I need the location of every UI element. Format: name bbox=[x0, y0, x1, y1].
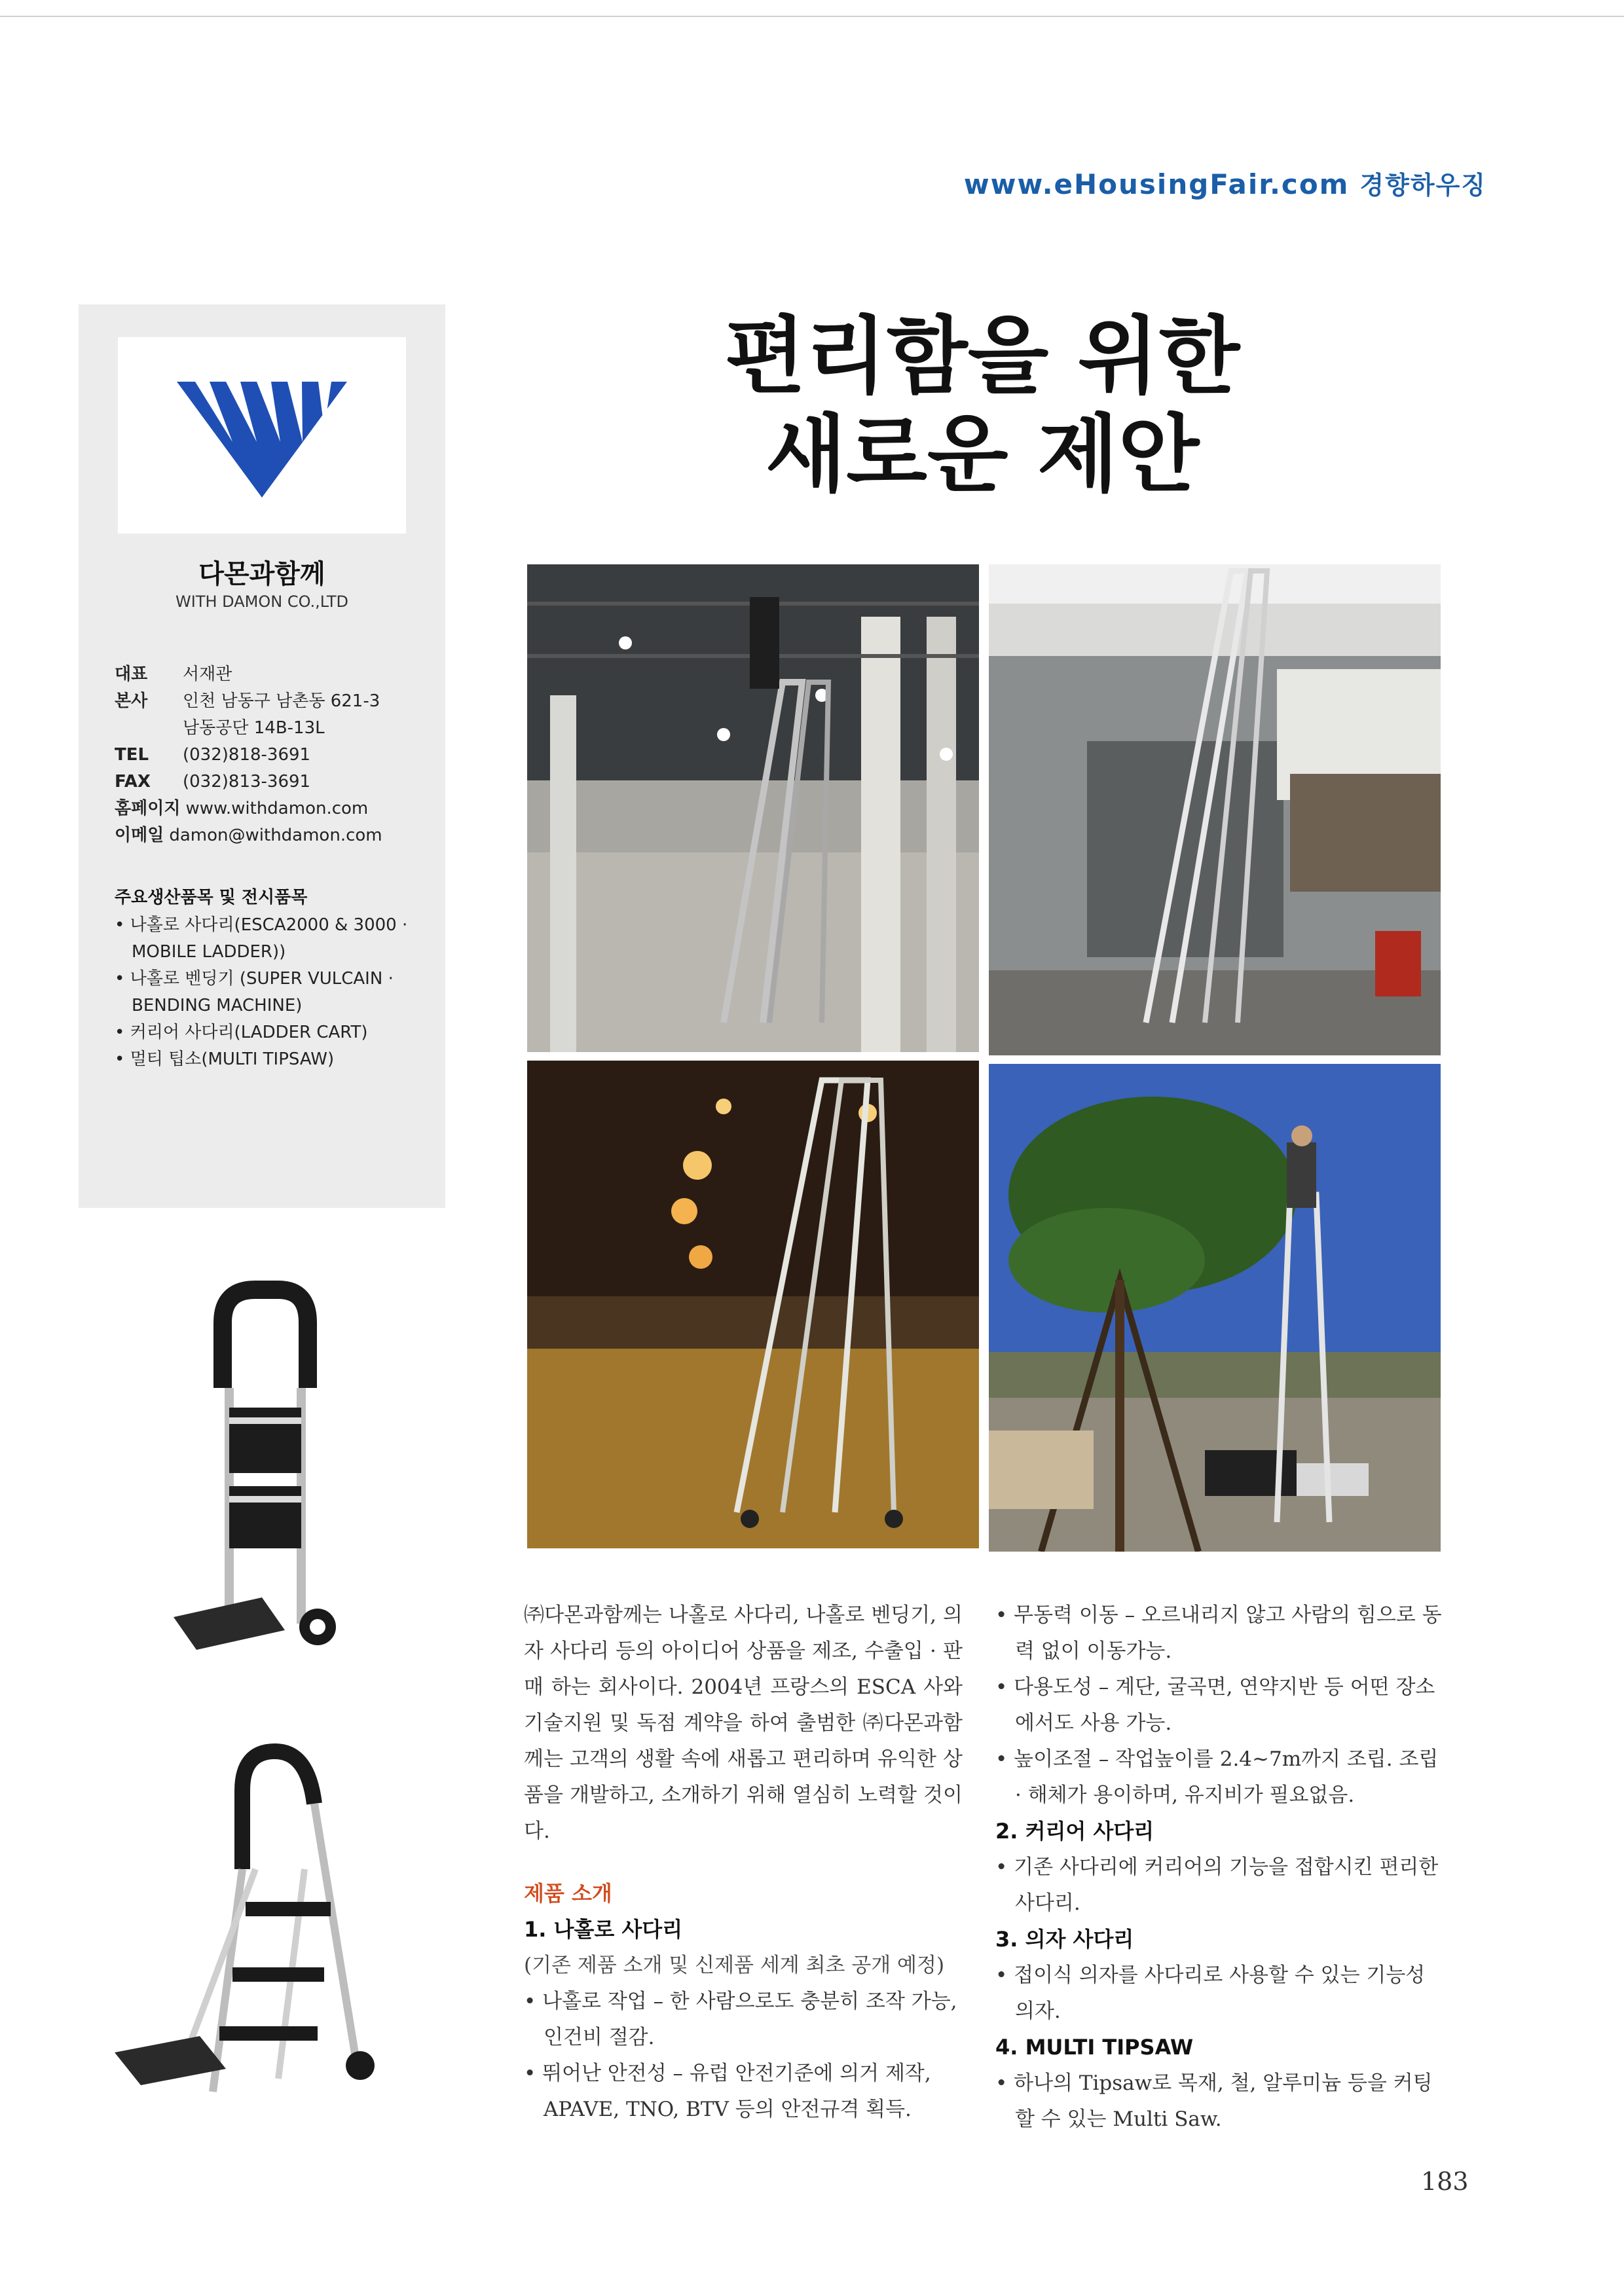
photo-outdoor-building-ladder bbox=[989, 564, 1441, 1055]
bullet-item: • 하나의 Tipsaw로 목재, 철, 알루미늄 등을 커팅할 수 있는 Multi Saw. bbox=[995, 2071, 1433, 2131]
info-label: 본사 bbox=[115, 691, 148, 711]
item-1-note: (기존 제품 소개 및 신제품 세계 최초 공개 예정) bbox=[524, 1954, 945, 1977]
bullet-item: • 다용도성 – 계단, 굴곡면, 연약지반 등 어떤 장소에서도 사용 가능. bbox=[995, 1675, 1435, 1735]
company-sidebar bbox=[79, 304, 445, 1208]
company-name-english: WITH DAMON CO.,LTD bbox=[175, 592, 348, 611]
info-row bbox=[115, 769, 429, 795]
photo-hall-ladder bbox=[527, 1061, 979, 1548]
bullet-item: • 높이조절 – 작업높이를 2.4~7m까지 조립. 조립 · 해체가 용이하며, 유지비가 필요없음. bbox=[995, 1747, 1439, 1807]
site-url: www.eHousingFair.com bbox=[963, 168, 1350, 200]
info-value: damon@withdamon.com bbox=[169, 826, 382, 845]
product-item: • 커리어 사다리(LADDER CART) bbox=[115, 1023, 368, 1042]
info-row bbox=[115, 822, 429, 849]
product-item: • 멀티 팁소(MULTI TIPSAW) bbox=[115, 1049, 335, 1069]
headline-line-2: 새로운 제안 bbox=[765, 406, 1200, 503]
info-row bbox=[115, 688, 429, 715]
product-item: • 나홀로 사다리(ESCA2000 & 3000 · MOBILE LADDER)) bbox=[115, 915, 408, 962]
product-item: • 나홀로 벤딩기 (SUPER VULCAIN · BENDING MACHINE) bbox=[115, 969, 394, 1015]
company-logo-icon bbox=[118, 337, 406, 534]
page-number: 183 bbox=[1421, 2167, 1469, 2196]
info-value: www.withdamon.com bbox=[185, 799, 369, 818]
info-label: 홈페이지 bbox=[115, 799, 181, 818]
info-value: 서재관 bbox=[183, 665, 232, 684]
info-row bbox=[115, 715, 429, 742]
info-value: 인천 남동구 남촌동 621-3 bbox=[183, 691, 380, 711]
bullet-item: • 무동력 이동 – 오르내리지 않고 사람의 힘으로 동력 없이 이동가능. bbox=[995, 1603, 1442, 1663]
site-header bbox=[964, 165, 1486, 201]
item-1-title: 1. 나홀로 사다리 bbox=[524, 1917, 683, 1942]
chair-ladder-image bbox=[108, 1738, 396, 2105]
info-label: TEL bbox=[115, 745, 149, 765]
info-label: 대표 bbox=[115, 665, 148, 684]
magazine-brand: 경향하우징 bbox=[1359, 171, 1486, 200]
info-label: FAX bbox=[115, 772, 151, 792]
headline bbox=[661, 308, 1303, 504]
intro-paragraph: ㈜다몬과함께는 나홀로 사다리, 나홀로 벤딩기, 의자 사다리 등의 아이디어 상품을 제조, 수출입 · 판매 하는 회사이다. 2004년 프랑스의 ESCA 사와 기술지원 및 독점 계약을 하여 출범한 ㈜다몬과함께는 고객의 생활 속에 새롭고 편리하며 유익한 상품을 개발하고, 소개하기 위해 열심히 노력할 것이다. bbox=[524, 1603, 963, 1843]
bullet-item: • 접이식 의자를 사다리로 사용할 수 있는 기능성 의자. bbox=[995, 1963, 1426, 2023]
bullet-item: • 나홀로 작업 – 한 사람으로도 충분히 조작 가능, 인건비 절감. bbox=[524, 1990, 957, 2049]
bullet-item: • 기존 사다리에 커리어의 기능을 접합시킨 편리한 사다리. bbox=[995, 1855, 1439, 1915]
info-value: (032)813-3691 bbox=[183, 772, 311, 792]
info-value: (032)818-3691 bbox=[183, 745, 311, 765]
body-column-2 bbox=[995, 1597, 1447, 2138]
item-2-title: 2. 커리어 사다리 bbox=[995, 1819, 1154, 1844]
products-list bbox=[115, 912, 422, 1073]
company-info bbox=[115, 661, 429, 849]
top-rule bbox=[0, 16, 1624, 17]
products-heading: 주요생산품목 및 전시품목 bbox=[115, 888, 308, 907]
info-row bbox=[115, 661, 429, 688]
ladder-cart-image bbox=[160, 1277, 357, 1656]
info-label bbox=[115, 715, 183, 742]
info-row bbox=[115, 795, 429, 822]
item-4-title: 4. MULTI TIPSAW bbox=[995, 2035, 1194, 2060]
logo-box bbox=[118, 337, 406, 534]
item-3-title: 3. 의자 사다리 bbox=[995, 1927, 1134, 1952]
info-row bbox=[115, 742, 429, 769]
photo-indoor-ladder bbox=[527, 564, 979, 1052]
section-title: 제품 소개 bbox=[524, 1881, 612, 1906]
company-name-korean: 다몬과함께 bbox=[198, 559, 325, 589]
photo-tree-trimming-ladder bbox=[989, 1064, 1441, 1552]
info-value: 남동공단 14B-13L bbox=[183, 718, 325, 738]
body-column-1 bbox=[524, 1597, 963, 2128]
bullet-item: • 뛰어난 안전성 – 유럽 안전기준에 의거 제작, APAVE, TNO, BTV 등의 안전규격 획득. bbox=[524, 2062, 931, 2121]
info-label: 이메일 bbox=[115, 826, 164, 845]
headline-line-1: 편리함을 위한 bbox=[724, 308, 1240, 405]
